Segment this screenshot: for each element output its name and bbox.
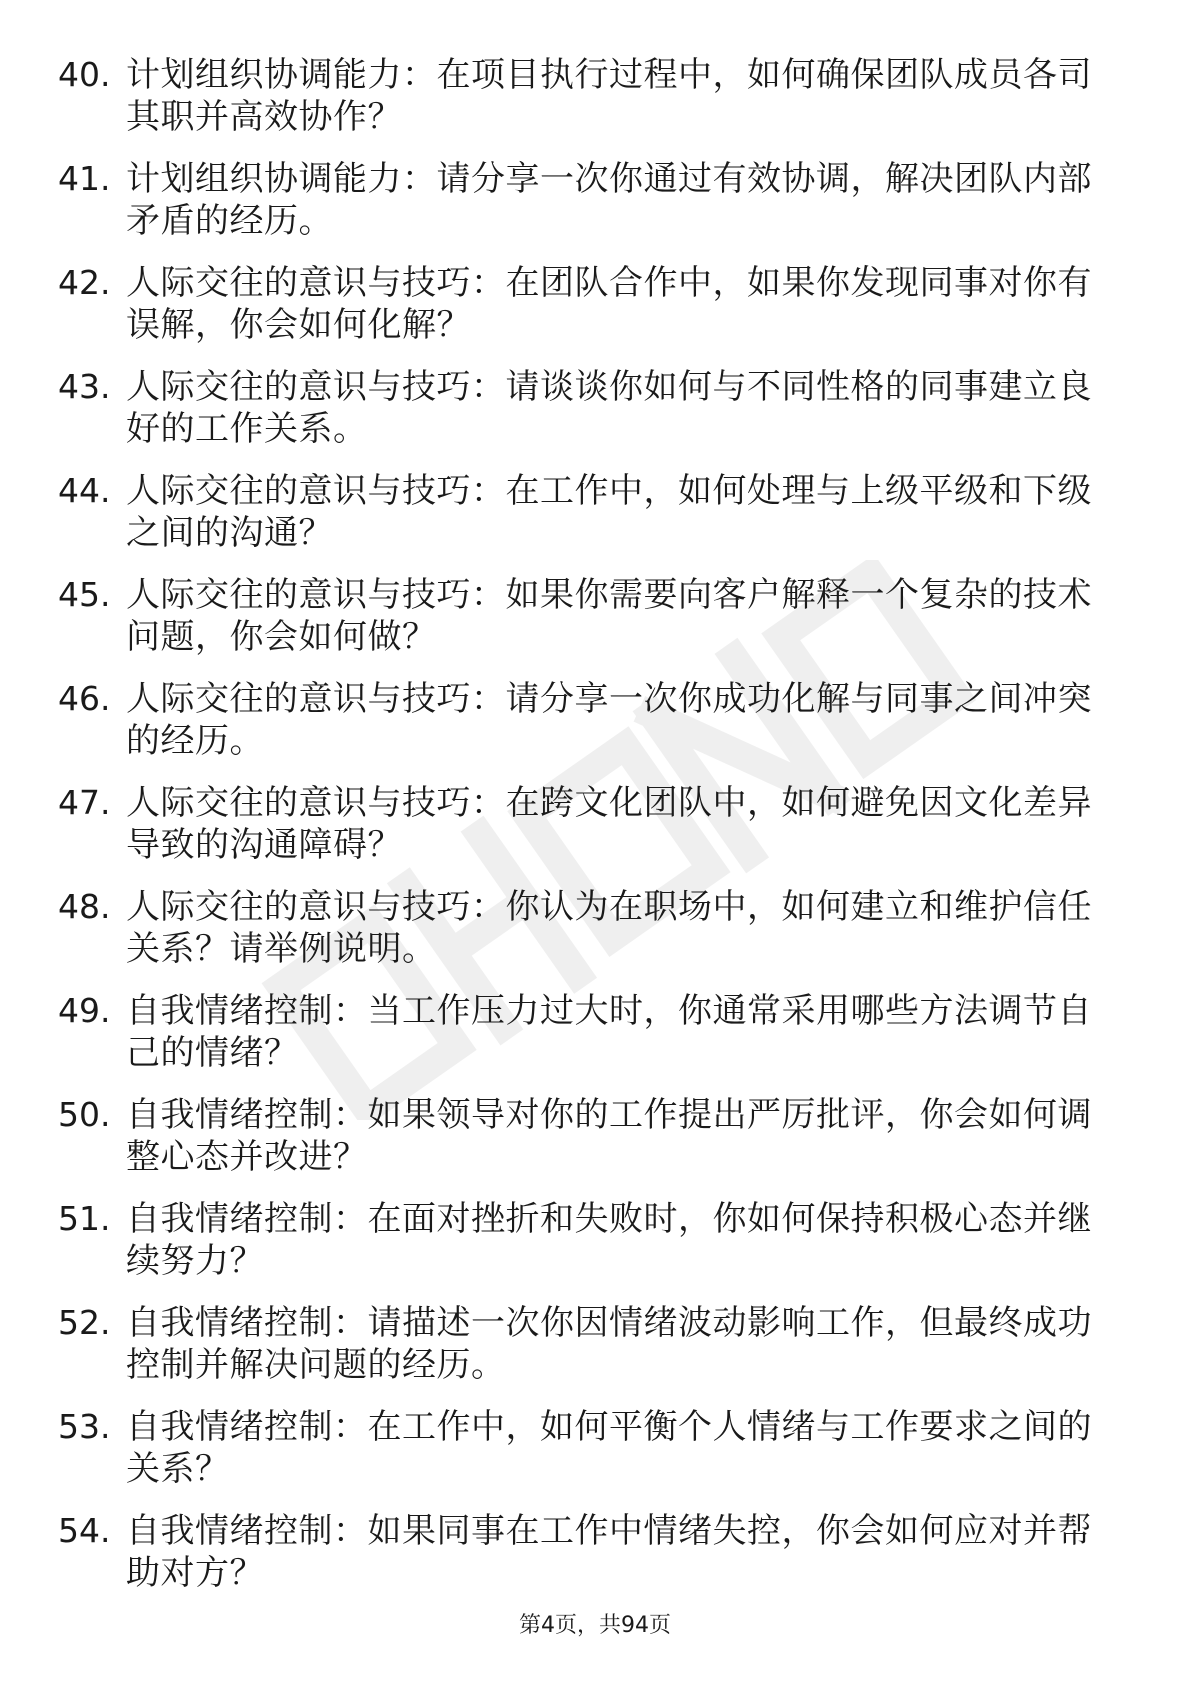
question-text: 自我情绪控制：请描述一次你因情绪波动影响工作，但最终成功控制并解决问题的经历。 bbox=[126, 1303, 1092, 1385]
question-number: 45. bbox=[58, 575, 111, 614]
list-item bbox=[58, 678, 1118, 782]
list-item bbox=[58, 1198, 1118, 1302]
question-text: 人际交往的意识与技巧：请谈谈你如何与不同性格的同事建立良好的工作关系。 bbox=[126, 367, 1092, 449]
question-number: 47. bbox=[58, 783, 111, 822]
question-number: 44. bbox=[58, 471, 111, 510]
question-number: 42. bbox=[58, 263, 111, 302]
list-item bbox=[58, 1406, 1118, 1510]
question-text: 自我情绪控制：如果领导对你的工作提出严厉批评，你会如何调整心态并改进？ bbox=[126, 1095, 1092, 1177]
list-item bbox=[58, 158, 1118, 262]
question-number: 49. bbox=[58, 991, 111, 1030]
list-item bbox=[58, 366, 1118, 470]
question-text: 人际交往的意识与技巧：请分享一次你成功化解与同事之间冲突的经历。 bbox=[126, 679, 1092, 761]
page-footer: 第4页，共94页 bbox=[519, 1613, 671, 1638]
list-item bbox=[58, 262, 1118, 366]
question-number: 43. bbox=[58, 367, 111, 406]
question-text: 人际交往的意识与技巧：在工作中，如何处理与上级平级和下级之间的沟通？ bbox=[126, 471, 1092, 553]
question-text: 自我情绪控制：当工作压力过大时，你通常采用哪些方法调节自己的情绪？ bbox=[126, 991, 1092, 1073]
question-text: 计划组织协调能力：请分享一次你通过有效协调，解决团队内部矛盾的经历。 bbox=[126, 159, 1092, 241]
question-number: 54. bbox=[58, 1511, 111, 1550]
question-number: 53. bbox=[58, 1407, 111, 1446]
list-item bbox=[58, 1094, 1118, 1198]
list-item bbox=[58, 54, 1118, 158]
question-number: 50. bbox=[58, 1095, 111, 1134]
question-text: 人际交往的意识与技巧：在跨文化团队中，如何避免因文化差异导致的沟通障碍？ bbox=[126, 783, 1092, 865]
question-text: 人际交往的意识与技巧：在团队合作中，如果你发现同事对你有误解，你会如何化解？ bbox=[126, 263, 1092, 345]
question-number: 46. bbox=[58, 679, 111, 718]
question-list bbox=[58, 54, 1118, 1614]
question-text: 自我情绪控制：在面对挫折和失败时，你如何保持积极心态并继续努力？ bbox=[126, 1199, 1092, 1281]
list-item bbox=[58, 782, 1118, 886]
list-item bbox=[58, 470, 1118, 574]
question-number: 41. bbox=[58, 159, 111, 198]
question-number: 51. bbox=[58, 1199, 111, 1238]
question-number: 48. bbox=[58, 887, 111, 926]
list-item bbox=[58, 990, 1118, 1094]
list-item bbox=[58, 886, 1118, 990]
question-number: 52. bbox=[58, 1303, 111, 1342]
list-item bbox=[58, 574, 1118, 678]
list-item bbox=[58, 1302, 1118, 1406]
question-text: 计划组织协调能力：在项目执行过程中，如何确保团队成员各司其职并高效协作？ bbox=[126, 55, 1092, 137]
question-text: 人际交往的意识与技巧：如果你需要向客户解释一个复杂的技术问题，你会如何做？ bbox=[126, 575, 1092, 657]
question-number: 40. bbox=[58, 55, 111, 94]
question-text: 自我情绪控制：在工作中，如何平衡个人情绪与工作要求之间的关系？ bbox=[126, 1407, 1092, 1489]
question-text: 自我情绪控制：如果同事在工作中情绪失控，你会如何应对并帮助对方？ bbox=[126, 1511, 1092, 1593]
list-item bbox=[58, 1510, 1118, 1614]
question-text: 人际交往的意识与技巧：你认为在职场中，如何建立和维护信任关系？请举例说明。 bbox=[126, 887, 1092, 969]
